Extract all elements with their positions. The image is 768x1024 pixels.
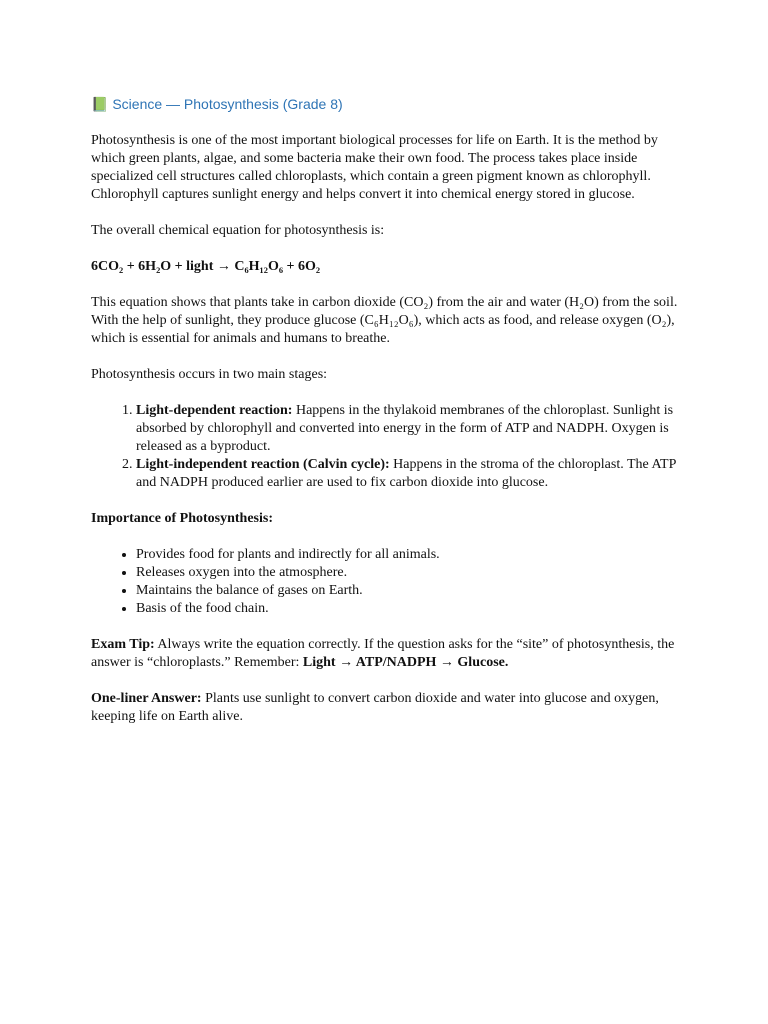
one-liner-label: One-liner Answer: xyxy=(91,691,202,706)
book-icon: 📗 xyxy=(91,96,109,112)
stage-item xyxy=(136,402,681,456)
one-liner-answer xyxy=(91,690,681,726)
importance-heading xyxy=(91,510,681,528)
importance-heading-text: Importance of Photosynthesis: xyxy=(91,511,273,526)
importance-list xyxy=(91,546,681,618)
one-liner-text: Plants use sunlight to convert carbon dioxide and water into glucose and oxygen, keeping life on Earth alive. xyxy=(91,691,659,724)
heading-text: Science — Photosynthesis (Grade 8) xyxy=(112,96,343,112)
document-content xyxy=(91,94,681,744)
stage-text: Happens in the thylakoid membranes of the chloroplast. Sunlight is absorbed by chlorophyll and converted into energy in the form of ATP and NADPH. Oxygen is released as a byproduct. xyxy=(136,403,674,454)
document-heading xyxy=(91,94,681,114)
list-item: • Provides food for plants and indirectly for all animals. xyxy=(136,546,681,564)
equation-explanation: This equation shows that plants take in carbon dioxide (CO₂) from the air and water (H₂O) from the soil. With the help of sunlight, they produce glucose (C₆H₁₂O₆), which acts as food, and release oxygen (O₂), which is essential for animals and humans to breathe. xyxy=(91,295,678,346)
chemical-equation: 6CO₂ + 6H₂O + light → C₆H₁₂O₆ + 6O₂ xyxy=(91,259,321,274)
list-item: • Releases oxygen into the atmosphere. xyxy=(136,564,681,582)
exam-tip-text: Always write the equation correctly. If the question asks for the “site” of photosynthesis, the answer is “chloroplasts.” Remember: xyxy=(91,637,675,670)
exam-tip-bold: Light → ATP/NADPH → Glucose. xyxy=(302,655,509,670)
stage-text: Happens in the stroma of the chloroplast. The ATP and NADPH produced earlier are used to fix carbon dioxide into glucose. xyxy=(136,457,676,490)
intro-paragraph: Photosynthesis is one of the most important biological processes for life on Earth. It is the method by which green plants, algae, and some bacteria make their own food. The process takes place inside specialized cell structures called chloroplasts, which contain a green pigment known as chlorophyll. Chlorophyll captures sunlight energy and helps convert it into chemical energy stored in glucose. xyxy=(91,133,658,202)
stage-title: Light-dependent reaction: xyxy=(136,403,293,418)
stage-item xyxy=(136,456,681,492)
stages-intro: Photosynthesis occurs in two main stages: xyxy=(91,367,328,382)
list-item: • Basis of the food chain. xyxy=(136,600,681,618)
list-item: • Maintains the balance of gases on Earth. xyxy=(136,582,681,600)
stages-list xyxy=(91,402,681,492)
stage-title: Light-independent reaction (Calvin cycle): xyxy=(136,457,390,472)
equation-intro: The overall chemical equation for photosynthesis is: xyxy=(91,223,385,238)
exam-tip-label: Exam Tip: xyxy=(91,637,155,652)
exam-tip xyxy=(91,636,681,672)
